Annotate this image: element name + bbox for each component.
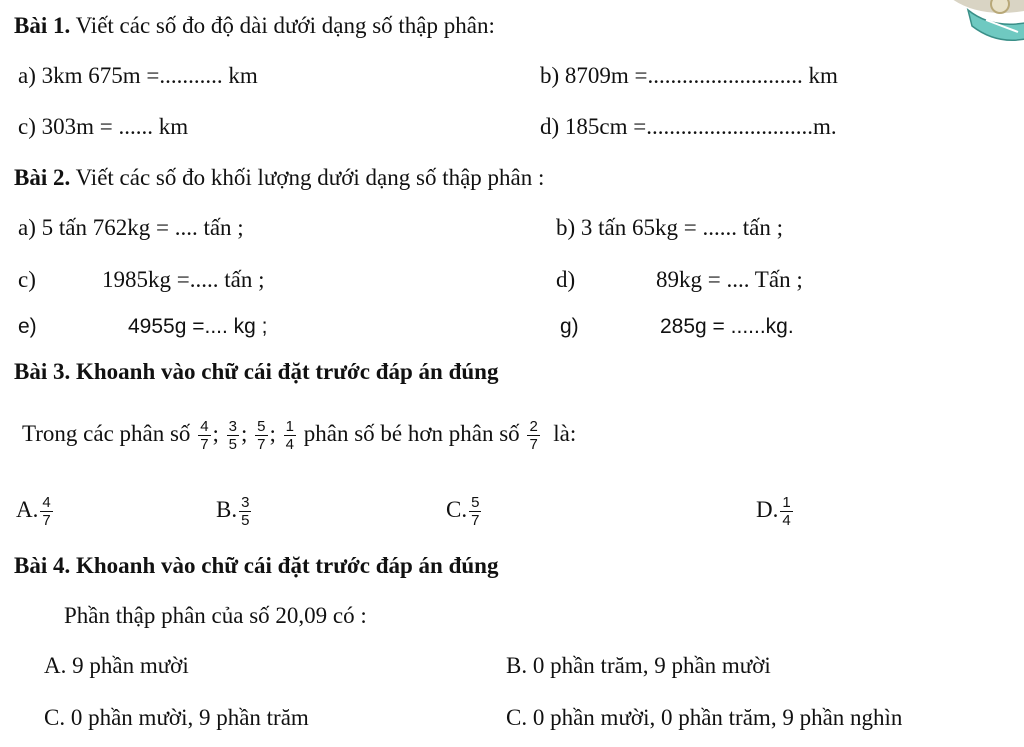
option-b[interactable] [216,488,253,532]
option-d-fraction: $\frac{1}{4}$ [782,494,791,530]
fraction-target-2-7: $\frac{2}{7}$ [529,418,538,454]
fraction-5-7: $\frac{5}{7}$ [257,418,266,454]
exercise-2-label-c: c) [18,267,36,292]
fraction-1-4: $\frac{1}{4}$ [285,418,294,454]
exercise-2-item-a: a) 5 tấn 762kg = .... tấn ; [18,215,244,240]
exercise-2-title: Bài 2. [14,165,71,190]
exercise-1-item-c: c) 303m = ...... km [18,114,189,139]
option-a-label: A. [16,497,39,522]
exercise-2-item-e: 4955g =.... kg ; [128,315,268,338]
exercise-1-item-b: b) 8709m =........................... km [540,63,838,88]
exercise-3-question [22,412,576,456]
exercise-1-item-a: a) 3km 675m =........... km [18,63,258,88]
option-c-label: C. [446,497,468,522]
option-b-label: B. [216,497,238,522]
exercise-4-option-c[interactable]: C. 0 phần mười, 9 phần trăm [44,705,309,730]
exercise-3-title: Bài 3. Khoanh vào chữ cái đặt trước đáp án đúng [14,359,499,384]
option-d[interactable] [756,488,795,532]
separator: ; [241,421,248,446]
exercise-4-question: Phần thập phân của số 20,09 có : [64,603,367,628]
option-a[interactable] [16,488,55,532]
exercise-2-item-c: 1985kg =..... tấn ; [102,267,265,292]
separator: ; [212,421,219,446]
fraction-4-7: $\frac{4}{7}$ [200,418,209,454]
exercise-2-label-e: e) [18,315,37,338]
exercise-4-title: Bài 4. Khoanh vào chữ cái đặt trước đáp án đúng [14,553,499,578]
exercise-2-label-d: d) [556,267,576,292]
separator: ; [269,421,276,446]
exercise-2-label-g: g) [560,315,579,338]
question-prefix: Trong các phân số [22,421,191,446]
exercise-1-instruction: Viết các số đo độ dài dưới dạng số thập phân: [75,13,495,38]
option-b-fraction: $\frac{3}{5}$ [241,494,250,530]
exercise-4-option-d[interactable]: C. 0 phần mười, 0 phần trăm, 9 phần nghìn [506,705,903,730]
exercise-2-item-g: 285g = ......kg. [660,315,794,338]
exercise-2-item-b: b) 3 tấn 65kg = ...... tấn ; [556,215,783,240]
question-suffix: là: [553,421,577,446]
option-a-fraction: $\frac{4}{7}$ [42,494,51,530]
exercise-2-instruction: Viết các số đo khối lượng dưới dạng số thập phân : [75,165,545,190]
exercise-1-title: Bài 1. [14,13,71,38]
option-d-label: D. [756,497,779,522]
corner-illustration [938,0,1024,46]
exercise-2-heading [14,164,544,192]
exercise-1-item-d: d) 185cm =.............................m. [540,114,837,139]
exercise-4-option-b[interactable]: B. 0 phần trăm, 9 phần mười [506,653,771,678]
option-c[interactable] [446,488,483,532]
fraction-3-5: $\frac{3}{5}$ [228,418,238,454]
exercise-1-heading [14,12,495,40]
question-middle: phân số bé hơn phân số [303,421,520,446]
exercise-2-item-d: 89kg = .... Tấn ; [656,267,803,292]
exercise-4-option-a[interactable]: A. 9 phần mười [44,653,189,678]
option-c-fraction: $\frac{5}{7}$ [471,494,480,530]
